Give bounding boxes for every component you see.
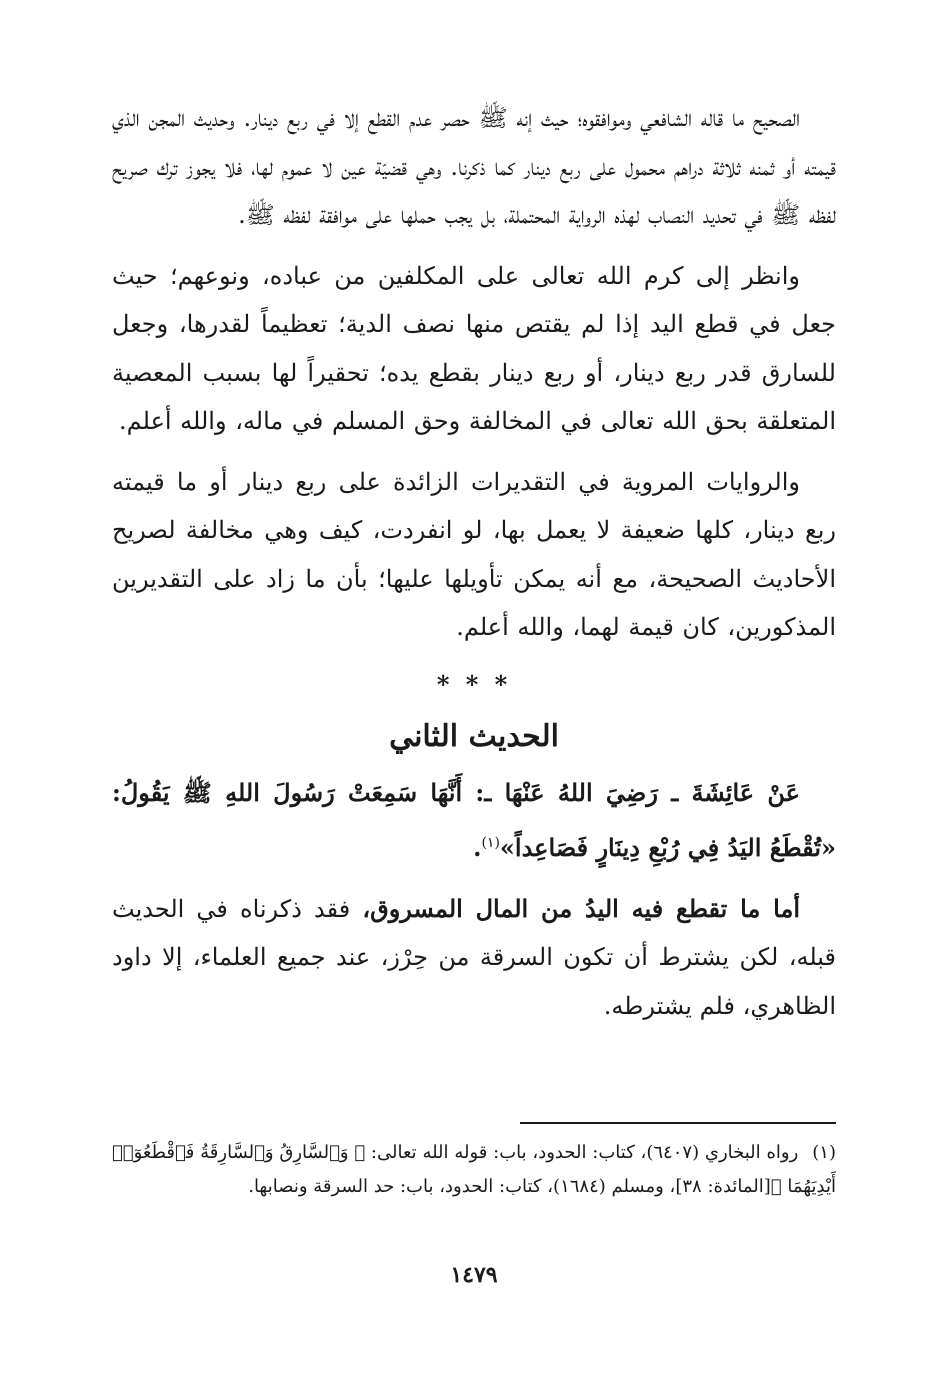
page-number: ١٤٧٩ <box>450 1262 498 1288</box>
hadith-text <box>112 768 836 873</box>
footnote-text: رواه البخاري (٦٤٠٧)، كتاب: الحدود، باب: قوله الله تعالى: ﴿ وَٱلسَّارِقُ وَٱلسَّارِقَةُ فَٱقْطَعُوٓا۟ أَيْدِيَهُمَا ﴾[المائدة: ٣٨]، ومسلم (١٦٨٤)، كتاب: الحدود، باب: حد السرقة ونصابها. <box>112 1142 836 1197</box>
paragraph-1: الصحيح ما قاله الشافعي وموافقوه؛ حيث إنه ﷺ حصر عدم القطع إلا في ربع دينار. وحديث المجن الذي قيمته أو ثمنه ثلاثة دراهم محمول على ربع دينار كما ذكرنا. وهي قضيّة عين لا عموم لها، فلا يجوز ترك صريح لفظه ﷺ في تحديد النصاب لهذه الرواية المحتملة، بل يجب حملها على موافقة لفظه ﷺ. <box>112 104 836 229</box>
commentary-body: فقد ذكرناه في الحديث قبله، لكن يشترط أن تكون السرقة من حِرْز، عند جميع العلماء، إلا داود الظاهري، فلم يشترطه. <box>112 894 836 1020</box>
footnote <box>112 1136 836 1204</box>
footnote-number: (١) <box>812 1142 836 1163</box>
commentary-paragraph <box>112 885 836 1031</box>
footnote-reference[interactable]: (١) <box>481 834 500 851</box>
section-heading: الحديث الثاني <box>389 718 559 754</box>
commentary-lead: أما ما تقطع فيه اليدُ من المال المسروق، <box>362 893 800 923</box>
hadith-body: عَنْ عَائِشَةَ ـ رَضِيَ اللهُ عَنْهَا ـ: أَنَّهَا سَمِعَتْ رَسُولَ اللهِ ﷺ يَقُولُ: «تُقْطَعُ اليَدُ فِي رُبْعِ دِينَارٍ فَصَاعِداً» <box>112 777 836 862</box>
paragraph-3: والروايات المروية في التقديرات الزائدة على ربع دينار أو ما قيمته ربع دينار، كلها ضعيفة لا يعمل بها، لو انفردت، كيف وهي مخالفة لصريح الأحاديث الصحيحة، مع أنه يمكن تأويلها عليها؛ بأن ما زاد على التقديرين المذكورين، كان قيمة لهما، والله أعلم. <box>112 467 836 641</box>
footnote-separator <box>520 1122 836 1124</box>
paragraph-2: وانظر إلى كرم الله تعالى على المكلفين من عباده، ونوعهم؛ حيث جعل في قطع اليد إذا لم يقتص منها نصف الدية؛ تعظيماً لقدرها، وجعل للسارق قدر ربع دينار، أو ربع دينار بقطع يده؛ تحقيراً لها بسبب المعصية المتعلقة بحق الله تعالى في المخالفة وحق المسلم في ماله، والله أعلم. <box>112 261 836 435</box>
hadith-end: . <box>473 832 482 862</box>
section-divider: * * * <box>436 669 512 699</box>
